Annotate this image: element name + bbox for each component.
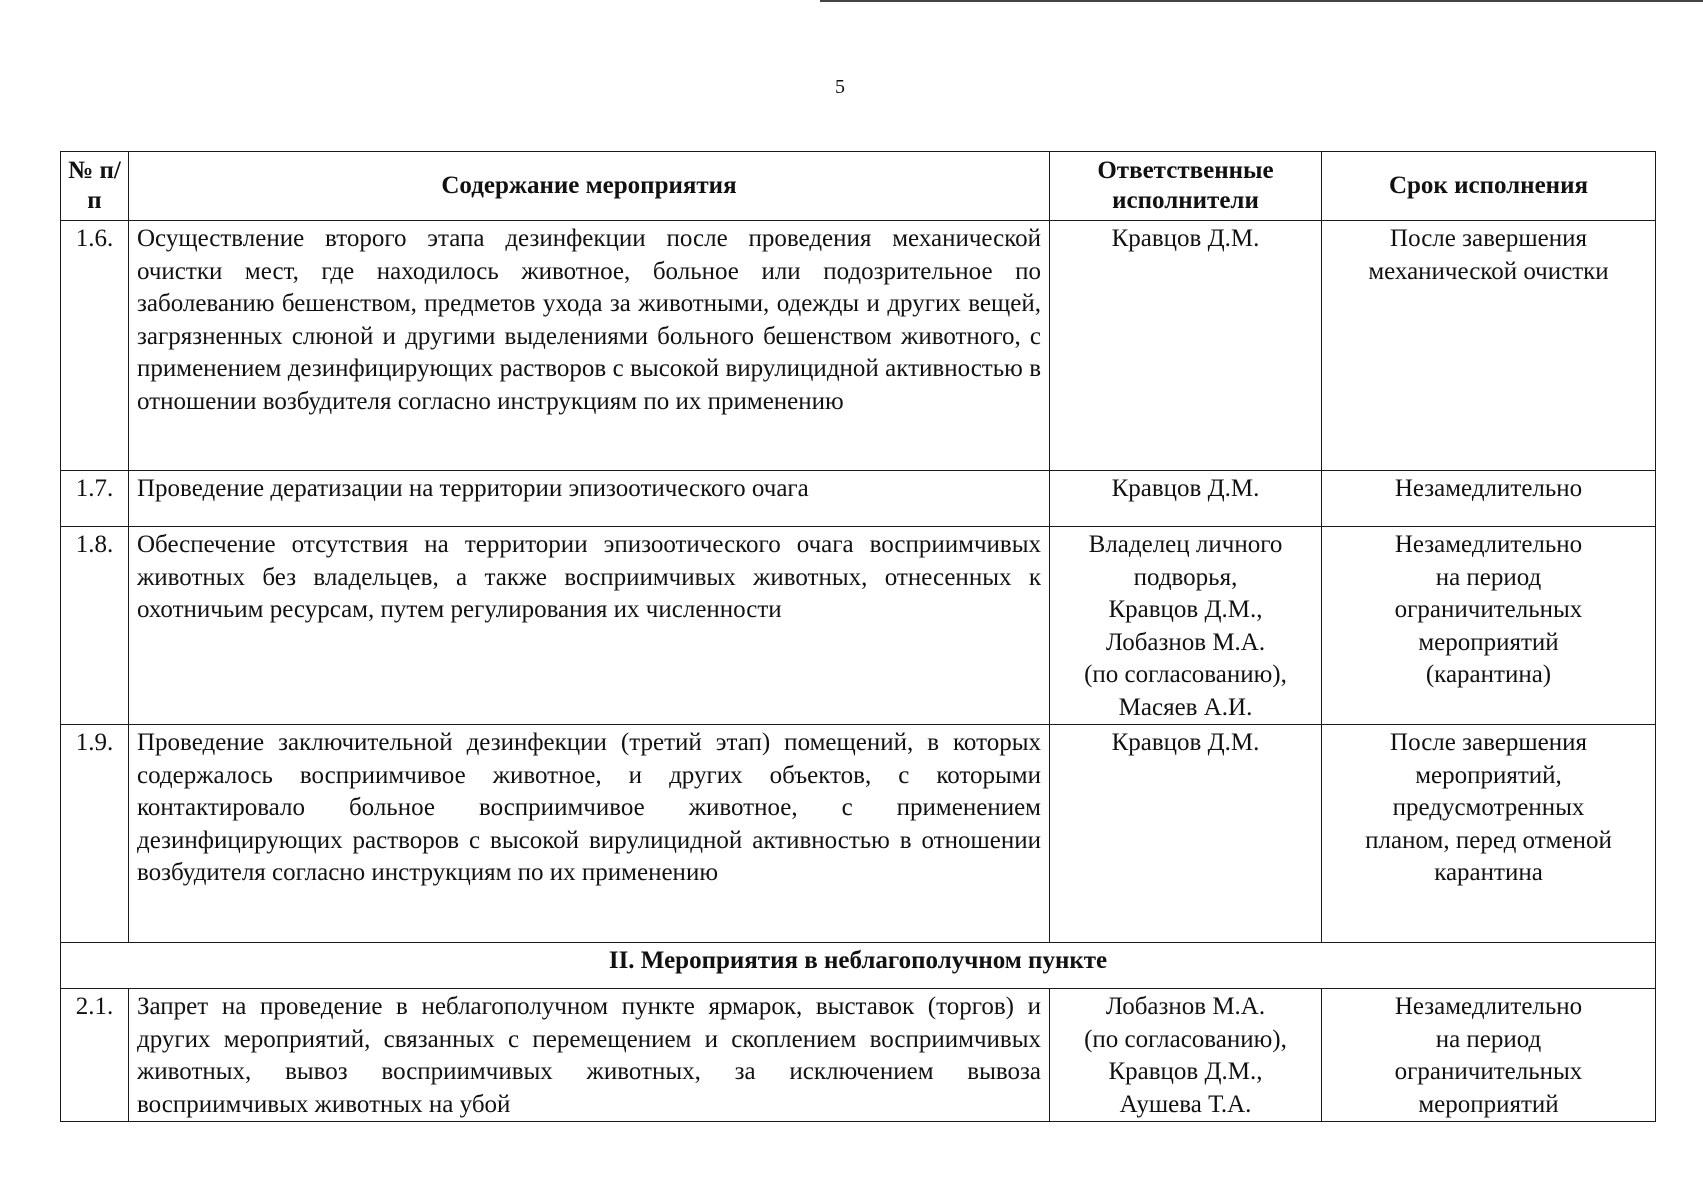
row-executors — [1050, 471, 1322, 527]
term-line: на период — [1435, 563, 1542, 591]
executor-line: Лобазнов М.А. — [1105, 628, 1266, 656]
executor-line: Кравцов Д.М. — [1111, 729, 1260, 756]
term-line: планом, перед отменой — [1365, 826, 1612, 854]
table-row — [61, 725, 1656, 943]
row-content: Проведение заключительной дезинфекции (третий этап) помещений, в которых содержалось восприимчивое животное, и других объектов, с которыми контактировало больное восприимчивое животное, с применением дезинфицирующих растворов с высокой вирулицидной активностью в отношении возбудителя согласно инструкциям по их применению — [129, 725, 1050, 943]
row-executors — [1050, 221, 1322, 471]
term-line: ограничительных — [1394, 1058, 1583, 1085]
section-row — [61, 943, 1656, 989]
table-row — [61, 221, 1656, 471]
page-number: 5 — [835, 76, 845, 98]
row-num: 2.1. — [61, 989, 129, 1122]
term-line: механической очистки — [1368, 257, 1609, 285]
executor-line: (по согласованию), — [1084, 661, 1287, 688]
row-executors — [1050, 725, 1322, 943]
row-term — [1322, 527, 1656, 725]
table-row — [61, 989, 1656, 1122]
top-rule — [820, 0, 1703, 2]
term-line: (карантина) — [1425, 661, 1552, 688]
row-content: Осуществление второго этапа дезинфекции после проведения механической очистки мест, где находилось животное, больное или подозрительное по заболеванию бешенством, предметов ухода за животными, одежды и других вещей, загрязненных слюной и другими выделениями больного бешенством животного, с применением дезинфицирующих растворов с высокой вирулицидной активностью в отношении возбудителя согласно инструкциям по их применению — [129, 221, 1050, 471]
table-row — [61, 527, 1656, 725]
table-row — [61, 471, 1656, 527]
header-executors: Ответственные исполнители — [1050, 152, 1322, 221]
row-content: Обеспечение отсутствия на территории эпизоотического очага восприимчивых животных без владельцев, а также восприимчивых животных, отнесенных к охотничьим ресурсам, путем регулирования их численности — [129, 527, 1050, 725]
row-term — [1322, 725, 1656, 943]
row-term — [1322, 989, 1656, 1122]
header-term: Срок исполнения — [1322, 152, 1656, 221]
header-num: № п/п — [61, 152, 129, 221]
term-line: мероприятий — [1418, 628, 1559, 656]
header-content: Содержание мероприятия — [129, 152, 1050, 221]
term-line: После завершения — [1390, 225, 1587, 252]
term-line: Незамедлительно — [1394, 993, 1583, 1020]
term-line: предусмотренных — [1392, 794, 1585, 821]
executor-line: Кравцов Д.М. — [1111, 225, 1260, 252]
row-executors — [1050, 527, 1322, 725]
term-line: карантина — [1434, 859, 1543, 886]
row-term — [1322, 471, 1656, 527]
row-num: 1.9. — [61, 725, 129, 943]
executor-line: (по согласованию), — [1084, 1025, 1287, 1053]
row-content: Запрет на проведение в неблагополучном пункте ярмарок, выставок (торгов) и других мероприятий, связанных с перемещением и скоплением восприимчивых животных, вывоз восприимчивых животных, за исключением вывоза восприимчивых животных на убой — [129, 989, 1050, 1122]
section-title: II. Мероприятия в неблагополучном пункте — [61, 943, 1656, 989]
term-line: мероприятий, — [1415, 761, 1562, 789]
row-executors — [1050, 989, 1322, 1122]
term-line: Незамедлительно — [1394, 475, 1583, 502]
executor-line: Кравцов Д.М., — [1108, 1058, 1263, 1085]
term-line: ограничительных — [1394, 596, 1583, 623]
executor-line: Лобазнов М.А. — [1105, 993, 1266, 1020]
term-line: После завершения — [1390, 729, 1587, 756]
executor-line: подворья, — [1133, 563, 1238, 591]
executor-line: Кравцов Д.М., — [1108, 596, 1263, 623]
table-header-row — [61, 152, 1656, 221]
term-line: Незамедлительно — [1394, 531, 1583, 558]
executor-line: Кравцов Д.М. — [1111, 475, 1260, 502]
row-num: 1.6. — [61, 221, 129, 471]
row-term — [1322, 221, 1656, 471]
term-line: мероприятий — [1418, 1090, 1559, 1118]
term-line: на период — [1435, 1025, 1542, 1053]
row-num: 1.8. — [61, 527, 129, 725]
executor-line: Владелец личного — [1088, 531, 1283, 558]
row-num: 1.7. — [61, 471, 129, 527]
measures-table — [60, 151, 1656, 1122]
row-content: Проведение дератизации на территории эпизоотического очага — [129, 471, 1050, 527]
executor-line: Масяев А.И. — [1118, 693, 1253, 721]
executor-line: Аушева Т.А. — [1119, 1090, 1252, 1118]
